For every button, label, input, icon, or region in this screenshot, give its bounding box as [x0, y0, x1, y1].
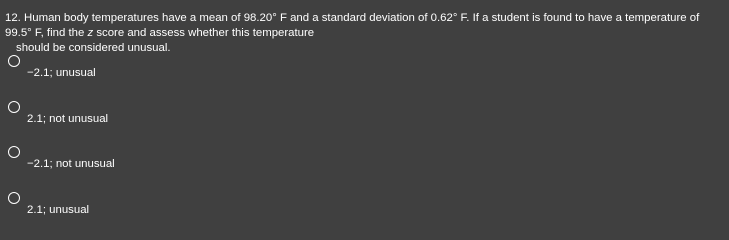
answer-option-label[interactable]: −2.1; unusual: [27, 67, 96, 79]
answer-option-label[interactable]: 2.1; unusual: [27, 204, 90, 216]
radio-button-icon[interactable]: [8, 192, 20, 204]
radio-button-icon[interactable]: [8, 55, 20, 67]
z-symbol: z: [87, 27, 94, 39]
answer-option-c[interactable]: [8, 146, 308, 176]
answer-option-d[interactable]: [8, 192, 308, 222]
question-text: [5, 11, 725, 56]
radio-button-icon[interactable]: [8, 146, 20, 158]
question-text-part2: score and assess whether this temperature: [93, 27, 315, 39]
answer-option-b[interactable]: [8, 101, 308, 131]
answer-option-label[interactable]: −2.1; not unusual: [27, 158, 115, 170]
answer-option-label[interactable]: 2.1; not unusual: [27, 113, 109, 125]
question-number: 12.: [5, 12, 21, 24]
question-text-line2: should be considered unusual.: [16, 42, 171, 54]
question-text-part1: Human body temperatures have a mean of 98.20° F and a standard deviation of 0.62° F. If a student is found to have a temperature of 99.5° F, find the: [5, 12, 700, 39]
radio-button-icon[interactable]: [8, 101, 20, 113]
answer-option-a[interactable]: [8, 55, 308, 85]
